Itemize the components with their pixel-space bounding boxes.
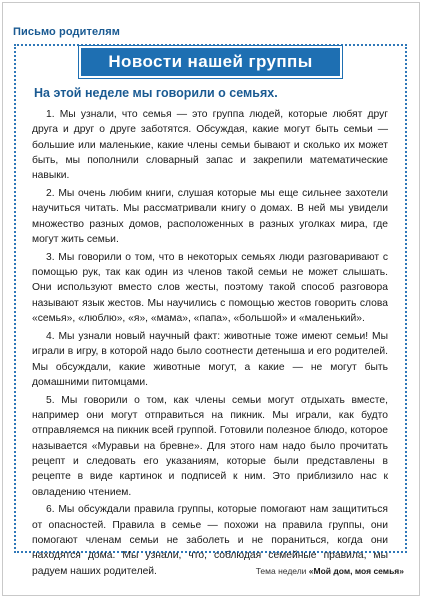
title-banner bbox=[80, 47, 341, 77]
footer-prefix: Тема недели bbox=[255, 566, 309, 576]
footer-theme bbox=[256, 566, 404, 576]
paragraph-1: 1. Мы узнали, что семья — это группа людей, которые любят друг друга и друг о друге заботятся. Обсуждая, какие могут быть семьи — большие или маленькие, какие члены семьи бывают и сколько их может быть, мы пополнили словарный запас и закрепили математические навыки. bbox=[32, 109, 388, 182]
footer-theme-title: «Мой дом, моя семья» bbox=[308, 566, 404, 576]
subtitle: На этой неделе мы говорили о семьях. bbox=[34, 86, 278, 100]
paragraph-6: 6. Мы обсуждали правила группы, которые помогают нам защититься от опасностей. Правила в семье — похожи на правила группы, они помогают членам семьи не заболеть и не пораниться, когда они находятся дома. Мы узнали, что, соблюдая семейные правила, мы радуем наших родителей. bbox=[32, 504, 388, 577]
letter-body bbox=[32, 107, 388, 581]
paragraph-5: 5. Мы говорили о том, как члены семьи могут отдыхать вместе, например они могут отправиться на пикник. Мы играли, как будто отправляемся на пикник всей группой. Готовили полезное блюдо, которое называется «Муравьи на бревне». Для этого нам надо было прочитать рецепт и следовать его указаниям, которые были представлены в рецепте в виде картинок и подписей к ним. Это приблизило нас к овладению чтением. bbox=[32, 394, 388, 498]
paragraph-2: 2. Мы очень любим книги, слушая которые мы еще сильнее захотели научиться читать. Мы рассматривали книгу о домах. В ней мы увидели множество разных домов, расположенных в разных уголках мира, где могут жить семьи. bbox=[32, 188, 388, 245]
paragraph-4: 4. Мы узнали новый научный факт: животные тоже имеют семьи! Мы играли в игру, в которой надо было соотнести детеныша и его родителей. Мы обсуждали, какие животные могут, а какие — не могут быть домашними питомцами. bbox=[32, 330, 388, 388]
section-label: Письмо родителям bbox=[13, 26, 121, 38]
paragraph-3: 3. Мы говорили о том, что в некоторых семьях люди разговаривают с помощью рук, так как один из членов такой семьи не может слышать. Они используют вместо слов жесты, поэтому такой способ разговора называют язык жестов. Мы научились с помощью жестов говорить слова «семья», «люблю», «я», «мама», «папа», «большой» и «маленький». bbox=[32, 251, 388, 325]
page-title: Новости нашей группы bbox=[108, 52, 313, 71]
